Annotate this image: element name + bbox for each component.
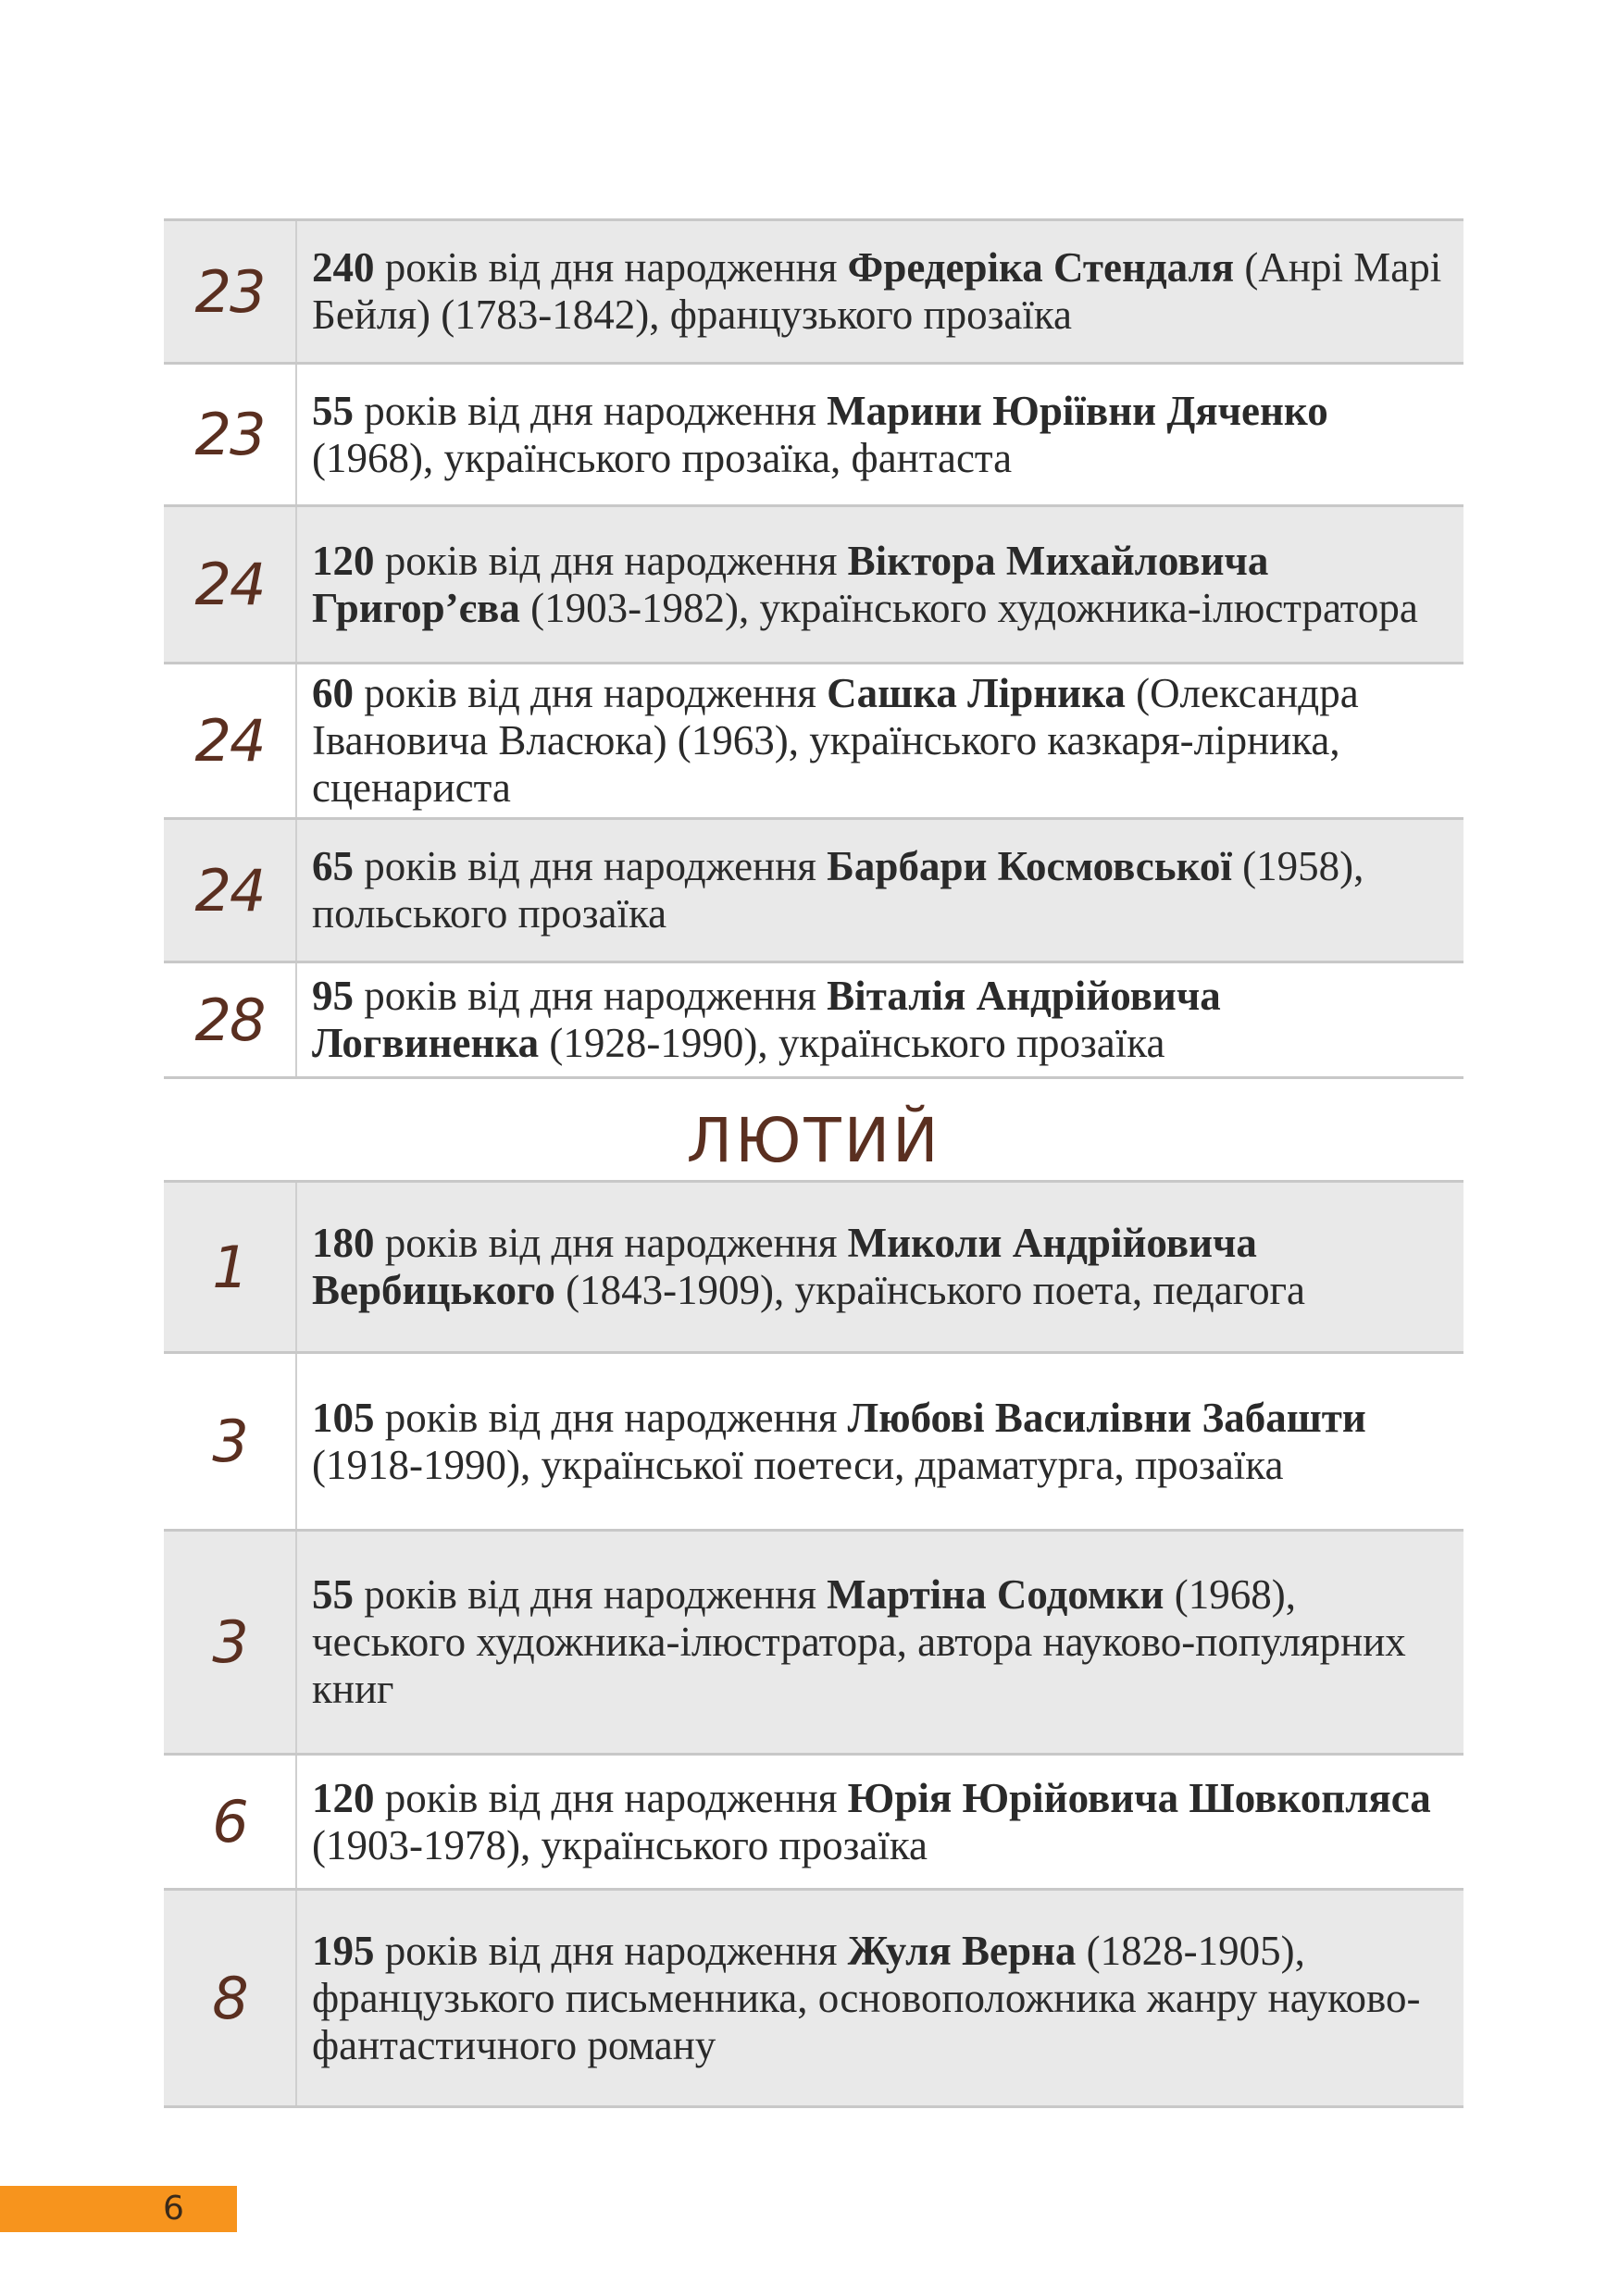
person-name: Мартіна Содомки xyxy=(827,1571,1164,1618)
table-row xyxy=(164,1354,1463,1532)
years-count: 95 xyxy=(312,973,354,1019)
text-mid: років від дня народження xyxy=(374,1220,848,1266)
february-table xyxy=(164,1180,1463,2108)
day-number: 23 xyxy=(164,365,297,504)
anniversary-text xyxy=(297,507,1463,662)
person-name: Любові Василівни Забашти xyxy=(847,1394,1366,1441)
text-rest: (1928-1990), українського прозаїка xyxy=(539,1020,1165,1066)
person-name: Барбари Космовської xyxy=(827,843,1232,889)
anniversary-text xyxy=(297,1756,1463,1888)
text-rest: (1903-1982), українського художника-ілюстратора xyxy=(519,584,1418,631)
person-name: Віктора Михайловича Григор’єва xyxy=(312,537,1269,631)
text-rest: (1843-1909), українського поета, педагога xyxy=(554,1267,1306,1313)
text-mid: років від дня народження xyxy=(354,670,828,716)
text-rest: (1903-1978), українського прозаїка xyxy=(312,1821,928,1868)
page-number: 6 xyxy=(163,2190,184,2228)
years-count: 55 xyxy=(312,1571,354,1618)
text-mid: років від дня народження xyxy=(354,387,828,434)
anniversary-text xyxy=(297,365,1463,504)
anniversary-text xyxy=(297,1183,1463,1351)
day-number: 1 xyxy=(164,1183,297,1351)
person-name: Миколи Андрійовича Вербицького xyxy=(312,1220,1257,1313)
text-rest: (1828-1905), французького письменника, основоположника жанру науково-фантастичного роману xyxy=(312,1927,1421,2068)
person-name: Віталія Андрійовича Логвиненка xyxy=(312,973,1221,1066)
text-mid: років від дня народження xyxy=(374,1774,848,1821)
table-row xyxy=(164,507,1463,664)
years-count: 60 xyxy=(312,670,354,716)
day-number: 8 xyxy=(164,1891,297,2105)
day-number: 3 xyxy=(164,1354,297,1529)
table-row xyxy=(164,1532,1463,1756)
text-rest: (1918-1990), української поетеси, драматурга, прозаїка xyxy=(312,1441,1284,1488)
years-count: 240 xyxy=(312,244,375,291)
day-number: 23 xyxy=(164,221,297,362)
anniversary-text xyxy=(297,963,1463,1076)
years-count: 195 xyxy=(312,1927,375,1974)
table-row xyxy=(164,820,1463,963)
anniversary-text xyxy=(297,221,1463,362)
anniversary-text xyxy=(297,1532,1463,1753)
table-row xyxy=(164,664,1463,820)
text-mid: років від дня народження xyxy=(374,1927,848,1974)
table-row xyxy=(164,221,1463,365)
day-number: 24 xyxy=(164,507,297,662)
text-mid: років від дня народження xyxy=(354,843,828,889)
years-count: 65 xyxy=(312,843,354,889)
person-name: Юрія Юрійовича Шовкопляса xyxy=(847,1774,1431,1821)
text-rest: (Олександра Івановича Власюка) (1963), українського казкаря-лірника, сценариста xyxy=(312,670,1359,811)
anniversary-text xyxy=(297,1891,1463,2105)
anniversary-text xyxy=(297,820,1463,961)
day-number: 6 xyxy=(164,1756,297,1888)
person-name: Марини Юріївни Дяченко xyxy=(827,387,1328,434)
years-count: 105 xyxy=(312,1394,375,1441)
anniversary-text xyxy=(297,664,1463,817)
person-name: Фредеріка Стендаля xyxy=(847,244,1235,291)
page-number-bar xyxy=(0,2186,237,2232)
month-heading: ЛЮТИЙ xyxy=(686,1105,941,1176)
text-mid: років від дня народження xyxy=(354,973,828,1019)
person-name: Жуля Верна xyxy=(847,1927,1077,1974)
person-name: Сашка Лірника xyxy=(827,670,1126,716)
table-row xyxy=(164,1183,1463,1354)
day-number: 3 xyxy=(164,1532,297,1753)
text-rest: (1968), українського прозаїка, фантаста xyxy=(312,434,1013,481)
text-rest: (1968), чеського художника-ілюстратора, автора науково-популярних книг xyxy=(312,1571,1406,1712)
text-rest: (1958), польського прозаїка xyxy=(312,843,1364,937)
text-mid: років від дня народження xyxy=(374,537,848,584)
day-number: 28 xyxy=(164,963,297,1076)
text-mid: років від дня народження xyxy=(374,244,848,291)
table-row xyxy=(164,1891,1463,2108)
january-table xyxy=(164,218,1463,1079)
day-number: 24 xyxy=(164,664,297,817)
table-row xyxy=(164,365,1463,507)
text-mid: років від дня народження xyxy=(354,1571,828,1618)
day-number: 24 xyxy=(164,820,297,961)
table-row xyxy=(164,1756,1463,1891)
anniversary-text xyxy=(297,1354,1463,1529)
text-mid: років від дня народження xyxy=(374,1394,848,1441)
years-count: 120 xyxy=(312,1774,375,1821)
years-count: 120 xyxy=(312,537,375,584)
table-row xyxy=(164,963,1463,1079)
years-count: 180 xyxy=(312,1220,375,1266)
years-count: 55 xyxy=(312,387,354,434)
text-rest: (Анрі Марі Бейля) (1783-1842), французького прозаїка xyxy=(312,244,1442,338)
